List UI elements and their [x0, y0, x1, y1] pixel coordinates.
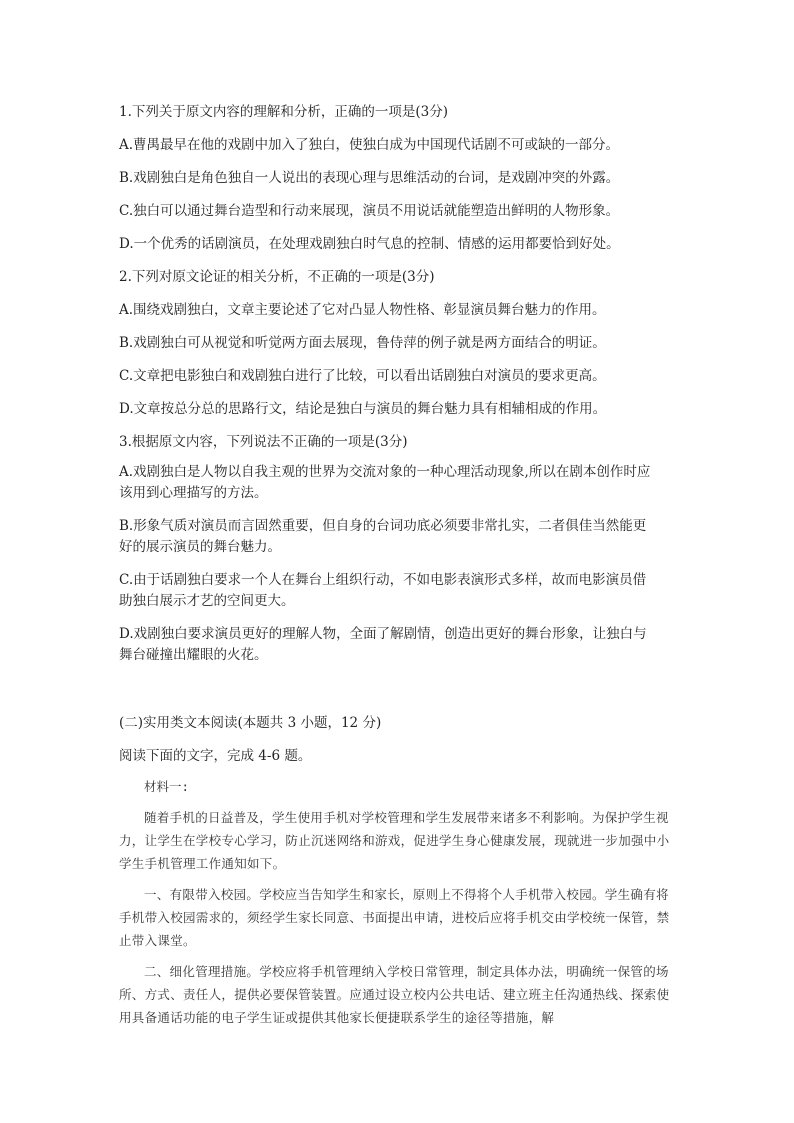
q2-stem: 2.下列对原文论证的相关分析，不正确的一项是(3分) — [119, 269, 435, 285]
q1-option-d: D.一个优秀的话剧演员，在处理戏剧独白时气息的控制、情感的运用都要恰到好处。 — [119, 236, 620, 252]
q2-option-b: B.戏剧独白可从视觉和听觉两方面去展现，鲁侍萍的例子就是两方面结合的明证。 — [119, 335, 606, 351]
q3-option-b: B.形象气质对演员而言固然重要，但自身的台词功底必须要非常扎实，二者俱佳当然能更好的展示演员的舞台魅力。 — [119, 518, 647, 555]
q2-option-c: C.文章把电影独白和戏剧独白进行了比较，可以看出话剧独白对演员的要求更高。 — [119, 368, 606, 384]
q2-option-a: A.围绕戏剧独白，文章主要论述了它对凸显人物性格、彰显演员舞台魅力的作用。 — [119, 302, 606, 318]
q1-option-b: B.戏剧独白是角色独自一人说出的表现心理与思维活动的台词，是戏剧冲突的外露。 — [119, 170, 620, 186]
q3-option-c: C.由于话剧独白要求一个人在舞台上组织行动，不如电影表演形式多样，故而电影演员借助独白展示才艺的空间更大。 — [119, 572, 647, 609]
q1-option-c: C.独白可以通过舞台造型和行动来展现，演员不用说话就能塑造出鲜明的人物形象。 — [119, 203, 620, 219]
q1-stem: 1.下列关于原文内容的理解和分析，正确的一项是(3分) — [119, 104, 449, 120]
q1-option-a: A.曹禺最早在他的戏剧中加入了独白，使独白成为中国现代话剧不可或缺的一部分。 — [119, 137, 620, 153]
material-paragraph-3: 二、细化管理措施。学校应将手机管理纳入学校日常管理，制定具体办法，明确统一保管的场所、方式、责任人，提供必要保管装置。应通过设立校内公共电话、建立班主任沟通热线、探索使用具备通话功能的电子学生证或提供其他家长便捷联系学生的途径等措施，解 — [119, 964, 670, 1025]
material-paragraph-1: 随着手机的日益普及，学生使用手机对学校管理和学生发展带来诸多不利影响。为保护学生视力，让学生在学校专心学习，防止沉迷网络和游戏，促进学生身心健康发展，现就进一步加强中小学生手机管理工作通知如下。 — [119, 810, 670, 871]
section-heading: (二)实用类文本阅读(本题共 3 小题，12 分) — [119, 715, 382, 731]
q3-option-d: D.戏剧独白要求演员更好的理解人物，全面了解剧情，创造出更好的舞台形象，让独白与舞台碰撞出耀眼的火花。 — [119, 626, 647, 663]
q3-stem: 3.根据原文内容，下列说法不正确的一项是(3分) — [119, 434, 408, 450]
material-label: 材料一: — [144, 779, 190, 794]
section-instruction: 阅读下面的文字，完成 4-6 题。 — [119, 748, 312, 764]
material-paragraph-2: 一、有限带入校园。学校应当告知学生和家长，原则上不得将个人手机带入校园。学生确有将手机带入校园需求的，须经学生家长同意、书面提出申请，进校后应将手机交由学校统一保管，禁止带入课堂。 — [119, 887, 670, 948]
q2-option-d: D.文章按总分总的思路行文，结论是独白与演员的舞台魅力具有相辅相成的作用。 — [119, 401, 607, 417]
q3-option-a: A.戏剧独白是人物以自我主观的世界为交流对象的一种心理活动现象,所以在剧本创作时应该用到心理描写的方法。 — [119, 464, 651, 501]
